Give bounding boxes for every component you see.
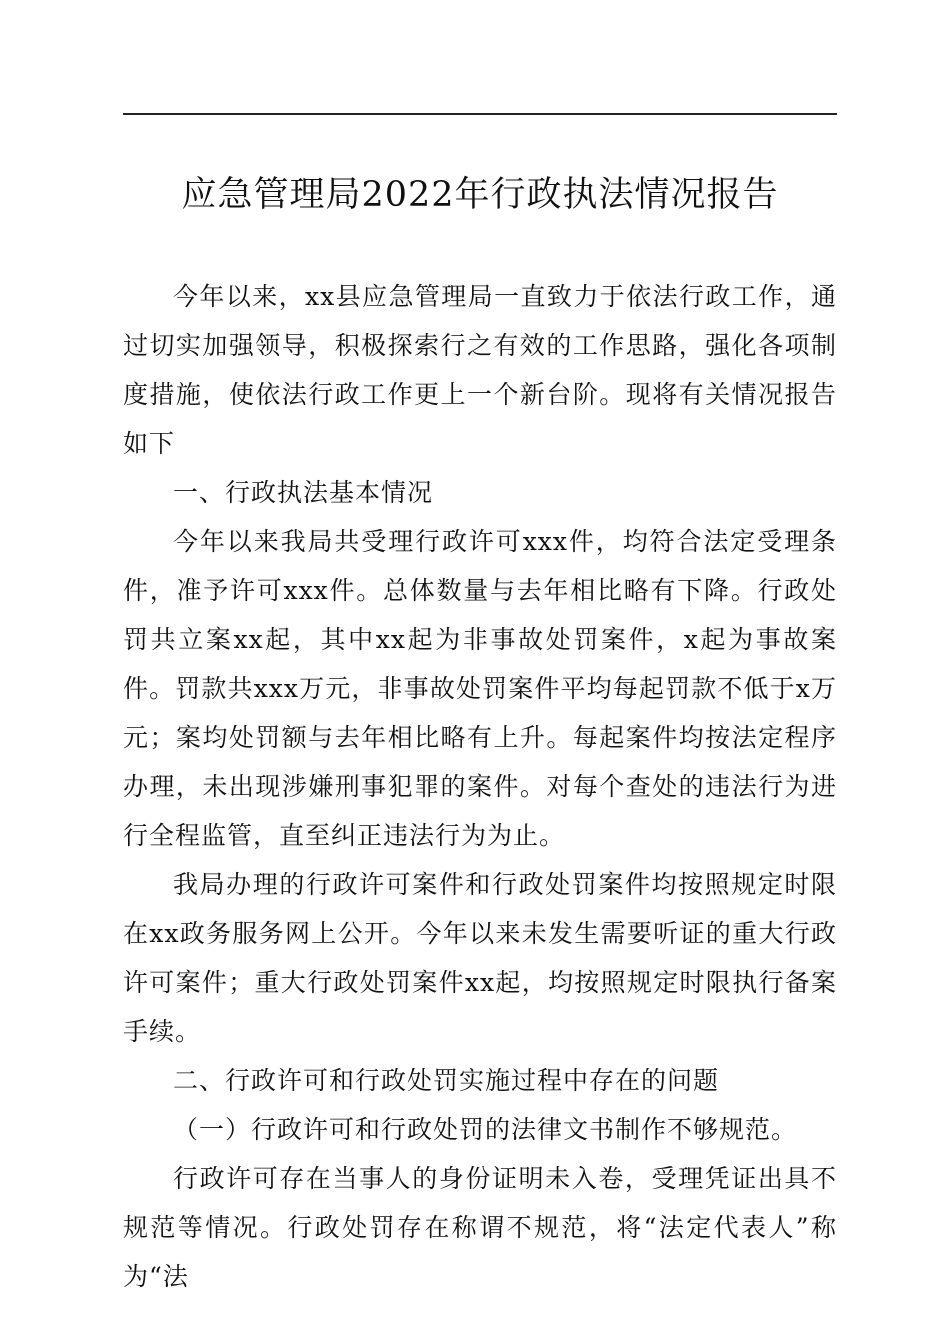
- disclosure-paragraph: 我局办理的行政许可案件和行政处罚案件均按照规定时限在xx政务服务网上公开。今年以来未发生需要听证的重大行政许可案件；重大行政处罚案件xx起，均按照规定时限执行备案手续。: [123, 870, 837, 1046]
- document-title: 应急管理局2022年行政执法情况报告: [181, 175, 779, 215]
- basic-situation-paragraph: 今年以来我局共受理行政许可xxx件，均符合法定受理条件，准予许可xxx件。总体数量与去年相比略有下降。行政处罚共立案xx起，其中xx起为非事故处罚案件，x起为事故案件。罚款共xxx万元，非事故处罚案件平均每起罚款不低于x万元；案均处罚额与去年相比略有上升。每起案件均按法定程序办理，未出现涉嫌刑事犯罪的案件。对每个查处的违法行为进行全程监管，直至纠正违法行为为止。: [123, 527, 837, 850]
- document-body: [123, 272, 837, 1301]
- documents-problem-paragraph: 行政许可存在当事人的身份证明未入卷，受理凭证出具不规范等情况。行政处罚存在称谓不规范，将“法定代表人”称为“法: [123, 1164, 837, 1291]
- intro-paragraph: 今年以来，xx县应急管理局一直致力于依法行政工作，通过切实加强领导，积极探索行之有效的工作思路，强化各项制度措施，使依法行政工作更上一个新台阶。现将有关情况报告如下: [123, 282, 837, 458]
- section-heading-basic-situation: 一、行政执法基本情况: [173, 478, 434, 507]
- section-heading-problems: 二、行政许可和行政处罚实施过程中存在的问题: [173, 1066, 720, 1095]
- header-rule: [123, 113, 837, 115]
- subsection-heading-documents: （一）行政许可和行政处罚的法律文书制作不够规范。: [173, 1115, 798, 1144]
